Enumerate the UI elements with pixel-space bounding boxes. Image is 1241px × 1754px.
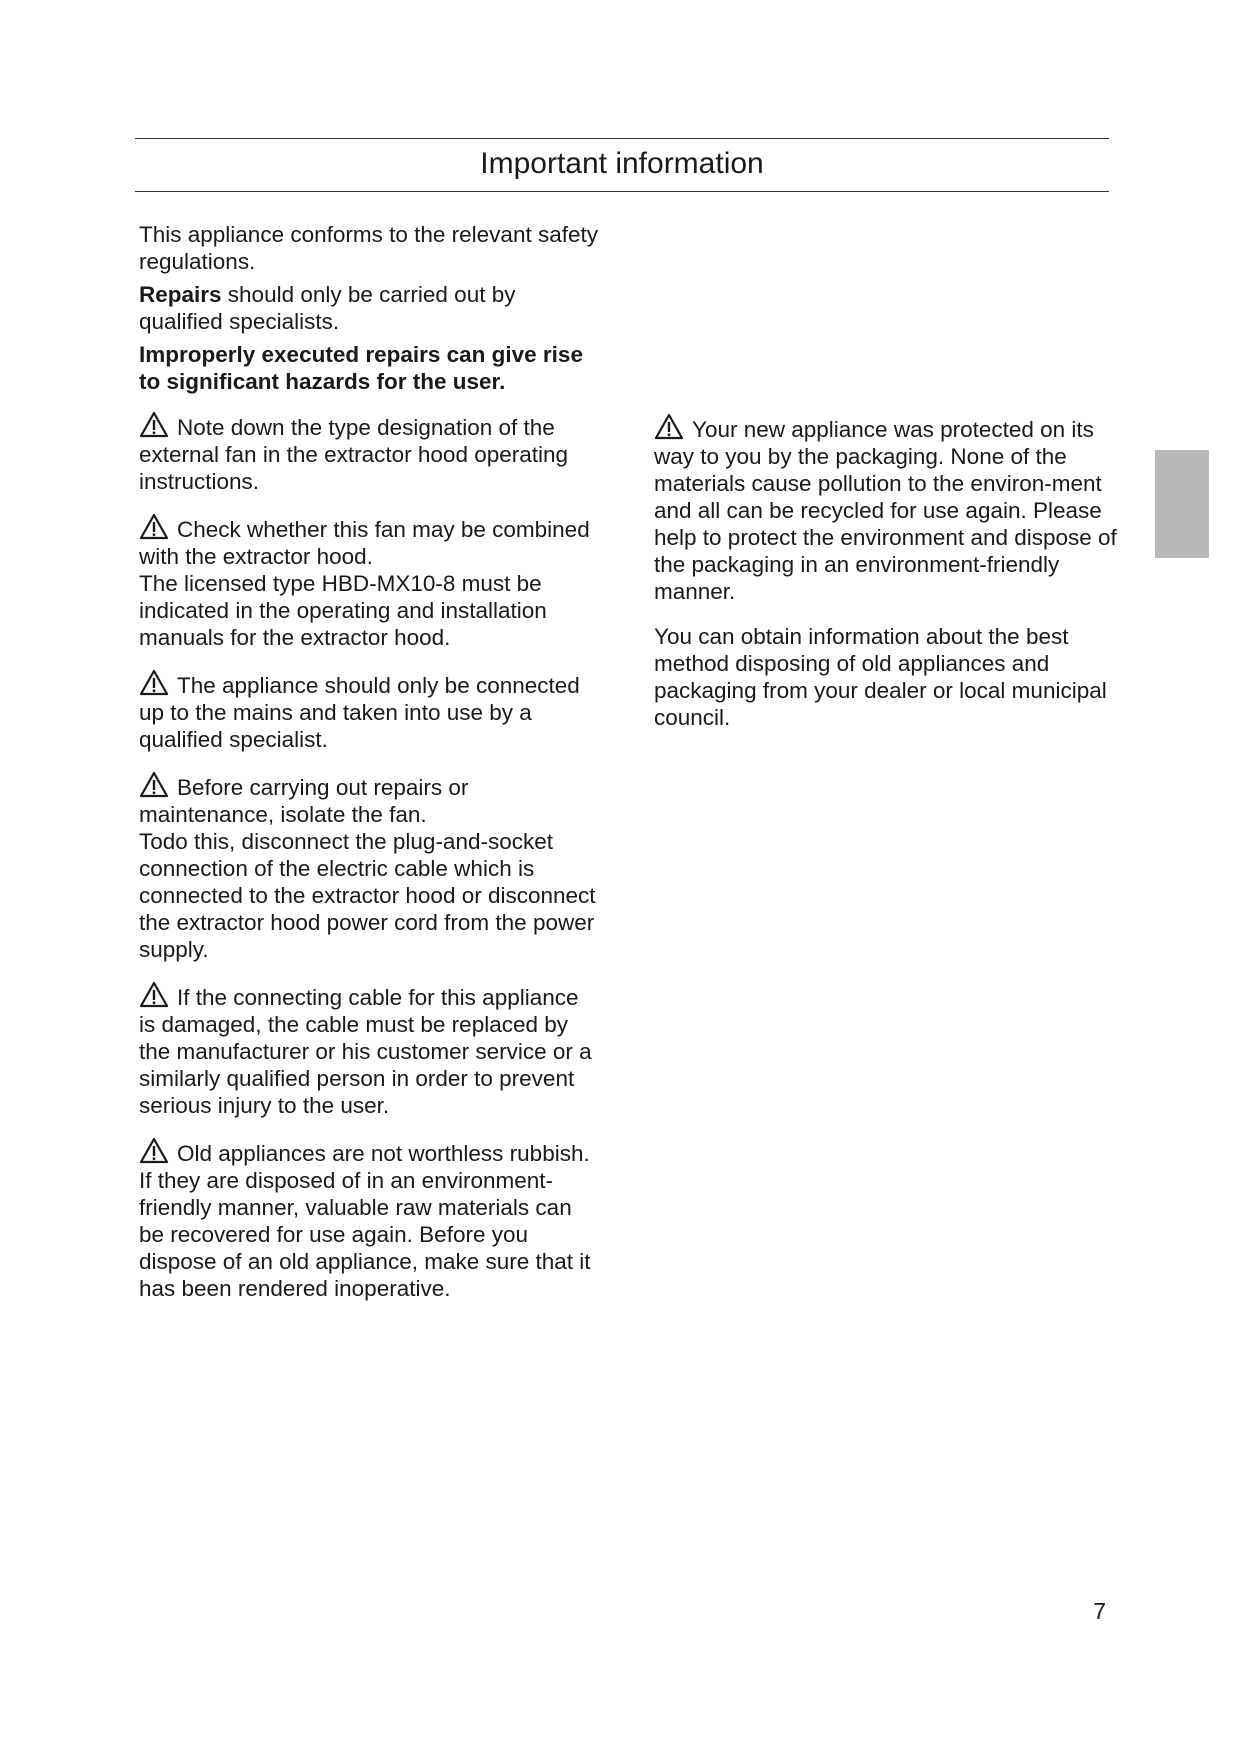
intro-paragraph: This appliance conforms to the relevant safety regulations. bbox=[139, 222, 598, 274]
repairs-text: should only be carried out by qualified specialists. bbox=[139, 282, 516, 334]
warning-triangle-icon bbox=[139, 1137, 169, 1164]
repairs-label: Repairs bbox=[139, 282, 222, 307]
hazard-warning: Improperly executed repairs can give rise to significant hazards for the user. bbox=[139, 342, 583, 394]
section-tab-marker bbox=[1155, 450, 1209, 558]
warning-extra-text: Todo this, disconnect the plug-and-socket connection of the electric cable which is connected to the extractor hood or disconnect the extractor hood power cord from the power supply. bbox=[139, 829, 596, 962]
left-column bbox=[139, 221, 599, 1320]
warning-triangle-icon bbox=[139, 411, 169, 438]
page-header bbox=[135, 138, 1109, 192]
packaging-warning-item bbox=[654, 413, 1124, 605]
warning-text: Note down the type designation of the external fan in the extractor hood operating instructions. bbox=[139, 415, 569, 494]
warning-text: Check whether this fan may be combined with the extractor hood. bbox=[139, 517, 590, 569]
warning-triangle-icon bbox=[139, 513, 169, 540]
warning-triangle-icon bbox=[139, 771, 169, 798]
warning-text: The appliance should only be connected up to the mains and taken into use by a qualified specialist. bbox=[139, 673, 580, 752]
disposal-info-paragraph: You can obtain information about the best method disposing of old appliances and packaging from your dealer or local municipal council. bbox=[654, 624, 1107, 730]
warning-triangle-icon bbox=[654, 413, 684, 440]
warning-extra-text: The licensed type HBD-MX10-8 must be indicated in the operating and installation manuals for the extractor hood. bbox=[139, 571, 547, 650]
right-column bbox=[654, 413, 1124, 737]
page-title: Important information bbox=[480, 147, 764, 180]
warning-item bbox=[139, 981, 599, 1119]
warning-item bbox=[139, 513, 599, 651]
page-number: 7 bbox=[1093, 1598, 1106, 1624]
warning-triangle-icon bbox=[139, 981, 169, 1008]
warning-text: Before carrying out repairs or maintenance, isolate the fan. bbox=[139, 775, 469, 827]
warning-item bbox=[139, 411, 599, 495]
warning-text: If the connecting cable for this appliance is damaged, the cable must be replaced by the manufacturer or his customer service or a similarly qualified person in order to prevent serious injury to the user. bbox=[139, 985, 592, 1118]
packaging-warning-text: Your new appliance was protected on its way to you by the packaging. None of the materials cause pollution to the environ-ment and all can be recycled for use again. Please help to protect the environment and dispose of the packaging in an environment-friendly manner. bbox=[654, 417, 1117, 604]
warning-item bbox=[139, 771, 599, 963]
warning-item bbox=[139, 669, 599, 753]
repairs-paragraph bbox=[139, 281, 599, 335]
warning-triangle-icon bbox=[139, 669, 169, 696]
warning-text: Old appliances are not worthless rubbish. If they are disposed of in an environment-friendly manner, valuable raw materials can be recovered for use again. Before you dispose of an old appliance, make sure that it has been rendered inoperative. bbox=[139, 1141, 591, 1301]
warning-item bbox=[139, 1137, 599, 1302]
